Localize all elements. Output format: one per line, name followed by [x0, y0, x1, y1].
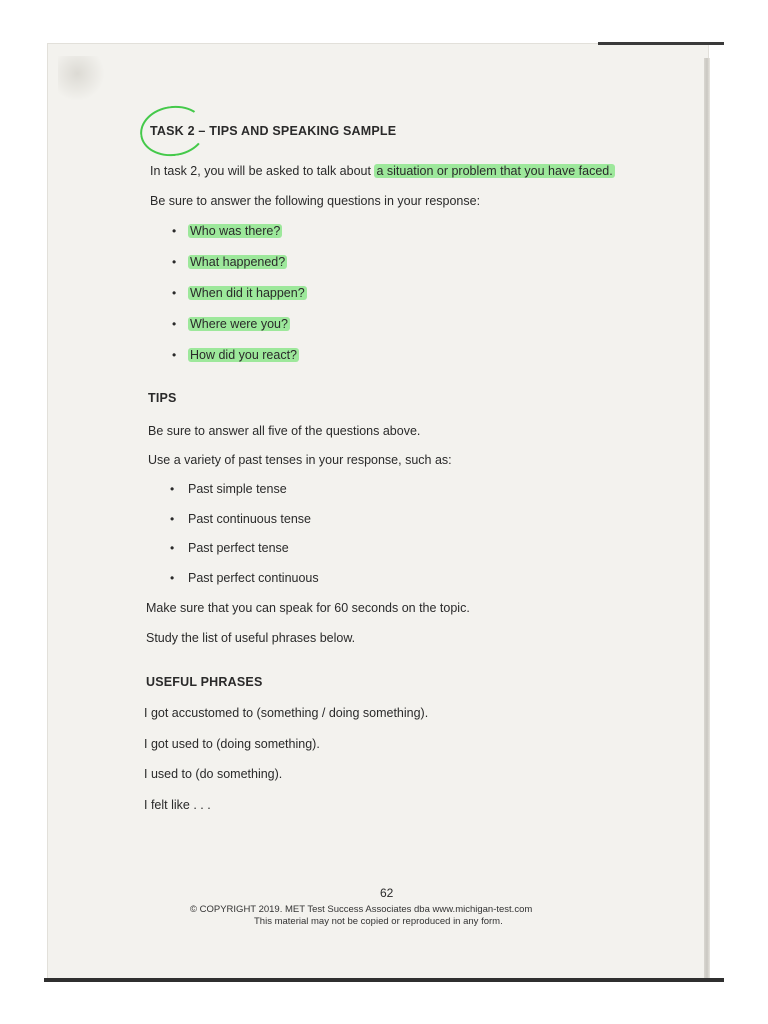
- scan-edge-right: [704, 58, 710, 978]
- intro-highlight: a situation or problem that you have faced.: [376, 164, 613, 178]
- tips-line: Make sure that you can speak for 60 seconds on the topic.: [146, 601, 470, 615]
- tense-item: Past simple tense: [188, 482, 287, 496]
- task-heading: [150, 124, 396, 138]
- tips-line: Use a variety of past tenses in your response, such as:: [148, 453, 452, 467]
- task-heading-rest: – TIPS AND SPEAKING SAMPLE: [194, 124, 397, 138]
- bullet-dot: •: [170, 541, 175, 555]
- phrase-item: I got accustomed to (something / doing something).: [144, 706, 429, 720]
- scan-edge-top: [598, 42, 724, 45]
- scanned-page: [48, 44, 708, 980]
- bullet-dot: •: [172, 255, 177, 269]
- intro-text: In task 2, you will be asked to talk about: [150, 164, 375, 178]
- bullet-dot: •: [172, 317, 177, 331]
- bullet-dot: •: [172, 286, 177, 300]
- question-item: How did you react?: [190, 348, 298, 362]
- task-label: TASK 2: [150, 124, 195, 138]
- copyright-line: © COPYRIGHT 2019. MET Test Success Associates dba www.michigan-test.com: [190, 904, 533, 915]
- notice-line: This material may not be copied or reproduced in any form.: [254, 916, 503, 927]
- tense-item: Past perfect tense: [188, 541, 289, 555]
- page-number: 62: [380, 886, 394, 900]
- question-item: When did it happen?: [190, 286, 305, 300]
- be-sure-line: Be sure to answer the following questions in your response:: [150, 194, 481, 208]
- bullet-dot: •: [170, 571, 175, 585]
- phrase-item: I felt like . . .: [144, 798, 211, 812]
- bullet-dot: •: [170, 482, 175, 496]
- phrase-item: I got used to (doing something).: [144, 737, 320, 751]
- bullet-dot: •: [172, 224, 177, 238]
- tips-line: Study the list of useful phrases below.: [146, 631, 356, 645]
- phrase-item: I used to (do something).: [144, 767, 283, 781]
- scan-edge-bottom: [44, 978, 724, 982]
- tips-heading: TIPS: [148, 391, 177, 405]
- tense-item: Past continuous tense: [188, 512, 311, 526]
- phrases-heading: USEFUL PHRASES: [146, 675, 263, 689]
- scan-smudge: [58, 56, 106, 100]
- question-item: What happened?: [190, 255, 286, 269]
- intro-line: [150, 164, 615, 178]
- tense-item: Past perfect continuous: [188, 571, 319, 585]
- tips-line: Be sure to answer all five of the questions above.: [148, 424, 421, 438]
- question-item: Who was there?: [190, 224, 281, 238]
- bullet-dot: •: [172, 348, 177, 362]
- bullet-dot: •: [170, 512, 175, 526]
- question-item: Where were you?: [190, 317, 288, 331]
